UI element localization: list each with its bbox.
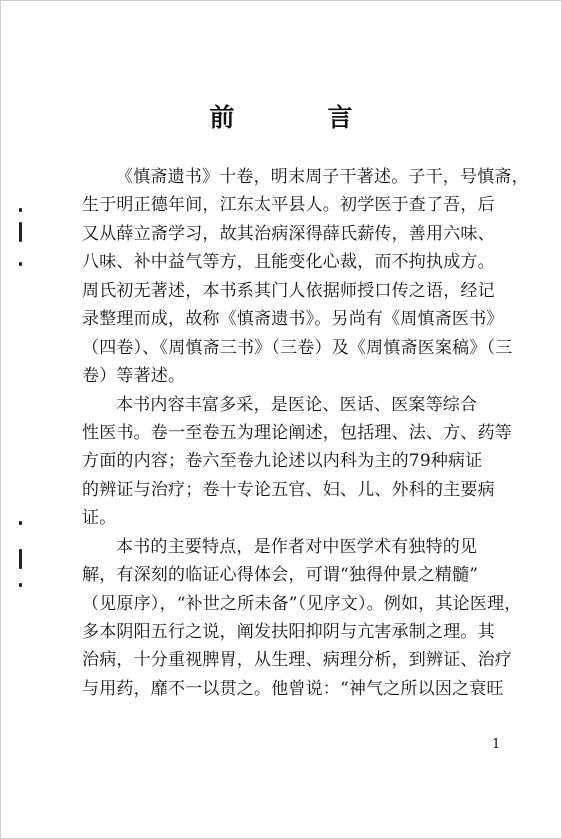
binding-mark (19, 222, 22, 242)
binding-mark (19, 262, 22, 266)
text-line: 又从薛立斋学习，故其治病深得薛氏薪传，善用六味、 (82, 223, 495, 244)
body-text (82, 163, 529, 703)
text-line: 本书的主要特点，是作者对中医学术有独特的见 (116, 536, 478, 557)
binding-mark (19, 521, 22, 525)
binding-mark (19, 583, 22, 587)
text-line: 治病，十分重视脾胃，从生理、病理分析，到辨证、治疗 (82, 650, 512, 671)
text-line: 的辨证与治疗；卷十专论五官、妇、儿、外科的主要病 (82, 479, 495, 500)
binding-mark (19, 208, 22, 212)
paragraph-2 (82, 391, 522, 533)
text-line: （四卷）、《周慎斋三书》（三卷）及《周慎斋医案稿》（三 (82, 337, 513, 358)
text-line: 解，有深刻的临证心得体会，可谓“独得仲景之精髓” (82, 565, 479, 586)
paragraph-3 (82, 533, 522, 704)
text-line: 性医书。卷一至卷五为理论阐述，包括理、法、方、药等 (82, 422, 512, 443)
binding-mark (19, 549, 22, 569)
text-line: 周氏初无著述，本书系其门人依据师授口传之语，经记 (82, 280, 495, 301)
text-line: 证。 (82, 508, 117, 529)
text-line: 本书内容丰富多采，是医论、医话、医案等综合 (116, 394, 478, 415)
text-line: 方面的内容；卷六至卷九论述以内科为主的79种病证 (82, 451, 483, 472)
text-line: 八味、补中益气等方，且能变化心裁，而不拘执成方。 (82, 252, 495, 273)
text-line: 《慎斋遗书》十卷，明末周子干著述。子干，号慎斋， (116, 167, 529, 187)
text-line: 录整理而成，故称《慎斋遗书》。另尚有《周慎斋医书》 (82, 309, 504, 330)
text-line: 多本阴阳五行之说，阐发扶阳抑阴与亢害承制之理。其 (82, 622, 495, 642)
text-line: 与用药，靡不一以贯之。他曾说：“神气之所以因之衰旺 (82, 678, 504, 699)
page-number: 1 (492, 737, 501, 752)
text-line: （见原序），“补世之所未备”（见序文）。例如，其论医理， (82, 593, 522, 614)
text-line: 生于明正德年间，江东太平县人。初学医于查了吾，后 (82, 195, 495, 216)
paragraph-1 (82, 163, 529, 391)
text-line: 卷）等著述。 (82, 366, 186, 387)
page-title: 前 言 (209, 103, 387, 132)
